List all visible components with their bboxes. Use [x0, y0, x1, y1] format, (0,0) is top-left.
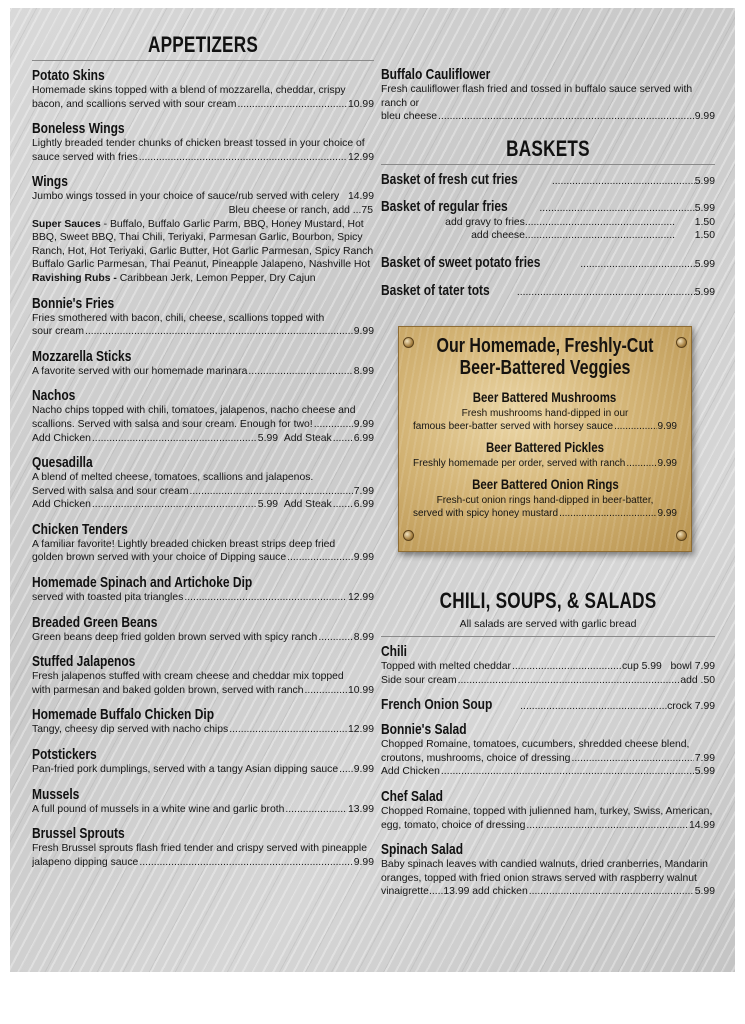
- menu-item-chicken-tenders: [32, 521, 374, 565]
- price-line: [32, 98, 374, 112]
- item-description: served with spicy honey mustard: [413, 508, 559, 519]
- item-name: Basket of tater tots: [381, 281, 490, 299]
- basket-tater-tots: [381, 282, 715, 300]
- addon-line: [381, 765, 715, 779]
- item-price: 9.99: [353, 418, 374, 430]
- menu-item-bonnies-salad: [381, 721, 715, 779]
- item-name: Buffalo Cauliflower: [381, 66, 491, 83]
- item-description: Fresh cauliflower flash fried and tossed in buffalo sauce served with ranch or: [381, 84, 693, 109]
- item-description: Chopped Romaine, topped with julienned ham, turkey, Swiss, American,: [381, 805, 713, 817]
- item-name: Potstickers: [32, 746, 97, 764]
- price-line: [32, 763, 374, 777]
- menu-item-chili: [381, 643, 715, 687]
- item-price: 8.99: [353, 631, 374, 643]
- item-name: Quesadilla: [32, 454, 93, 472]
- beer-battered-veggies-plaque: [398, 326, 692, 552]
- baskets-rule: [381, 164, 715, 165]
- item-description: with parmesan and baked golden brown, served with ranch: [32, 684, 304, 696]
- item-price: 14.99: [688, 819, 715, 831]
- item-description: Freshly homemade per order, served with ranch: [413, 458, 626, 469]
- appetizers-rule: [32, 60, 374, 61]
- price-line: [32, 631, 374, 645]
- price-line: [32, 485, 374, 499]
- addon-label: Add Steak: [283, 499, 332, 511]
- menu-item-buffalo-chicken-dip: [32, 706, 374, 737]
- item-description: Jumbo wings tossed in your choice of sauce/rub served with celery: [32, 191, 340, 203]
- menu-item-mussels: [32, 786, 374, 817]
- item-price: 5.99: [694, 286, 715, 298]
- item-name: Mozzarella Sticks: [32, 347, 132, 365]
- item-price: 9.99: [657, 458, 677, 469]
- price-line: [381, 752, 715, 766]
- item-name: Nachos: [32, 387, 76, 405]
- item-name: Bonnie's Salad: [381, 721, 467, 739]
- item-price: 9.99: [694, 111, 715, 123]
- item-price: crock 7.99: [667, 701, 715, 713]
- menu-item-beer-battered-mushrooms: [399, 389, 691, 433]
- screw-icon: [403, 530, 414, 541]
- addon-price: 5.99: [257, 499, 279, 511]
- item-name: Basket of sweet potato fries: [381, 253, 541, 271]
- item-description: Homemade skins topped with a blend of mozzarella, cheddar, crispy: [32, 85, 346, 96]
- addon-price: add .50: [680, 674, 715, 686]
- addon-price: 1.50: [694, 216, 715, 228]
- menu-item-green-beans: [32, 614, 374, 645]
- item-name: Wings: [32, 173, 68, 191]
- sauces-label: Super Sauces: [32, 218, 101, 230]
- item-price: 9.99: [353, 326, 374, 338]
- menu-item-chef-salad: [381, 788, 715, 832]
- item-description: vinaigrette.....13.99 add chicken: [381, 886, 528, 898]
- item-description: A favorite served with our homemade marinara: [32, 365, 248, 377]
- price-line: [32, 856, 374, 870]
- soups-rule: [381, 636, 715, 637]
- item-price: 5.99: [694, 258, 715, 270]
- item-name: Homemade Spinach and Artichoke Dip: [32, 574, 253, 592]
- addon-label: add gravy to fries .....: [445, 216, 675, 230]
- menu-item-spinach-salad: [381, 841, 715, 899]
- menu-item-boneless-wings: [32, 120, 374, 164]
- price-line: [399, 457, 691, 470]
- item-name: Breaded Green Beans: [32, 613, 158, 631]
- item-price: 10.99: [347, 684, 374, 696]
- menu-item-french-onion-soup: [381, 696, 715, 714]
- item-description: A familiar favorite! Lightly breaded chicken breast strips deep fried: [32, 538, 336, 550]
- item-name: Beer Battered Mushrooms: [473, 389, 617, 405]
- menu-item-beer-battered-pickles: [399, 439, 691, 470]
- item-description: Baby spinach leaves with candied walnuts, dried cranberries, Mandarin: [381, 859, 708, 871]
- menu-item-quesadilla: [32, 454, 374, 512]
- item-name: Beer Battered Onion Rings: [471, 476, 619, 492]
- item-price: 7.99: [694, 752, 715, 764]
- addon-price: 6.99: [353, 432, 374, 444]
- item-description: Lightly breaded tender chunks of chicken breast tossed in your choice of: [32, 138, 365, 150]
- item-description: famous beer-batter served with horsey sauce: [413, 421, 614, 432]
- price-line: [32, 151, 374, 165]
- item-name: Stuffed Jalapenos: [32, 653, 136, 671]
- item-description: egg, tomato, choice of dressing: [381, 819, 526, 831]
- addon-line: [381, 674, 715, 688]
- price-line: [32, 723, 374, 737]
- item-description: scallions. Served with salsa and sour cream. Enough for two!: [32, 418, 313, 430]
- addon-label: Add Chicken: [32, 432, 91, 444]
- item-price: 9.99: [353, 856, 374, 868]
- item-name: Chef Salad: [381, 787, 444, 805]
- item-price: 5.99: [694, 175, 715, 187]
- addon-gravy: [381, 216, 715, 230]
- item-name: Basket of regular fries: [381, 197, 508, 215]
- soups-subtitle: All salads are served with garlic bread: [459, 617, 637, 630]
- price-line: [381, 885, 715, 899]
- item-price: 5.99: [694, 202, 715, 214]
- item-price: 9.99: [657, 421, 677, 432]
- addon-price: 5.99: [257, 432, 279, 444]
- addon-line: [32, 432, 374, 446]
- addon-cheese: [381, 229, 715, 243]
- item-name: Homemade Buffalo Chicken Dip: [32, 706, 215, 724]
- item-price: 9.99: [657, 508, 677, 519]
- item-price: 7.99: [353, 485, 374, 497]
- price-line: [32, 551, 374, 565]
- item-price: 12.99: [347, 151, 374, 163]
- addon-label: add cheese .....: [471, 229, 675, 243]
- item-description: sauce served with fries: [32, 151, 138, 163]
- appetizers-title: APPETIZERS: [147, 32, 259, 57]
- menu-item-brussel-sprouts: [32, 825, 374, 869]
- item-description: Fresh Brussel sprouts flash fried tender and crispy served with pineapple: [32, 843, 367, 855]
- price-line: [32, 365, 374, 379]
- menu-item-stuffed-jalapenos: [32, 653, 374, 697]
- menu-item-buffalo-cauliflower: [381, 66, 715, 124]
- wings-sauces: [32, 218, 374, 272]
- menu-item-mozzarella-sticks: [32, 348, 374, 379]
- sauces-list: - Buffalo, Buffalo Garlic Parm, BBQ, Honey Mustard, Hot BBQ, Sweet BBQ, Thai Chili, Teriyaki, Parmesan Garlic, Bourbon, Spicy Ranch, Hot, Hot Teriyaki, Garlic Butter, Hot Garlic Parmesan, Spicy Ranch Buffalo Garlic Parmesan, Thai Peanut, Pineapple Jalapeno, Nashville Hot: [32, 218, 374, 271]
- item-description: Fresh-cut onion rings hand-dipped in beer-batter,: [436, 495, 654, 506]
- item-price: 9.99: [353, 552, 374, 564]
- item-name: Bonnie's Fries: [32, 294, 115, 312]
- item-description: oranges, topped with fried onion straws served with raspberry walnut: [381, 872, 697, 884]
- addon-label: Side sour cream: [381, 674, 457, 686]
- basket-sweet-potato-fries: [381, 254, 715, 272]
- item-price: 14.99: [347, 191, 374, 203]
- addon-label: Add Chicken: [381, 766, 440, 778]
- item-price: 9.99: [353, 764, 374, 776]
- item-price: 5.99: [694, 886, 715, 898]
- plaque-title-line1: Our Homemade, Freshly-Cut: [436, 335, 654, 357]
- price-line: [32, 684, 374, 698]
- rubs-label: Ravishing Rubs -: [32, 272, 117, 284]
- menu-item-wings: [32, 173, 374, 285]
- item-price: 8.99: [353, 365, 374, 377]
- basket-fresh-cut-fries: [381, 171, 715, 189]
- item-description: Pan-fried pork dumplings, served with a tangy Asian dipping sauce: [32, 764, 339, 776]
- item-name: Mussels: [32, 785, 80, 803]
- addon-label: Add Chicken: [32, 499, 91, 511]
- item-description: jalapeno dipping sauce: [32, 856, 139, 868]
- item-description: sour cream: [32, 326, 84, 338]
- addon-price: 5.99: [694, 766, 715, 778]
- price-line: [381, 110, 715, 124]
- item-price-cup: cup 5.99: [621, 660, 662, 672]
- screw-icon: [676, 337, 687, 348]
- menu-page: [10, 8, 735, 972]
- menu-item-nachos: [32, 387, 374, 445]
- item-description: Green beans deep fried golden brown served with spicy ranch: [32, 631, 318, 643]
- item-description: Fresh jalapenos stuffed with cream cheese and cheddar mix topped: [32, 671, 344, 683]
- menu-item-potato-skins: [32, 67, 374, 111]
- item-description: croutons, mushrooms, choice of dressing: [381, 752, 571, 764]
- addon-line: [32, 498, 374, 512]
- price-line: [381, 660, 715, 674]
- wings-rubs: [32, 272, 374, 286]
- price-line: [32, 190, 374, 204]
- item-price: 12.99: [347, 592, 374, 604]
- item-name: Brussel Sprouts: [32, 825, 125, 843]
- item-price: 10.99: [347, 98, 374, 110]
- item-description: Served with salsa and sour cream: [32, 485, 189, 497]
- item-description: golden brown served with your choice of Dipping sauce: [32, 552, 287, 564]
- item-name: Beer Battered Pickles: [485, 439, 605, 455]
- item-description: bleu cheese: [381, 111, 438, 123]
- price-line: [32, 418, 374, 432]
- item-price-bowl: bowl 7.99: [670, 660, 715, 672]
- item-price: 13.99: [347, 803, 374, 815]
- menu-item-beer-battered-onion-rings: [399, 476, 691, 520]
- item-description: bacon, and scallions served with sour cream: [32, 98, 237, 110]
- rubs-list: Caribbean Jerk, Lemon Pepper, Dry Cajun: [116, 272, 316, 284]
- basket-regular-fries: [381, 198, 715, 216]
- left-column: [32, 8, 374, 869]
- item-price: 12.99: [347, 724, 374, 736]
- price-line: [32, 325, 374, 339]
- item-name: Spinach Salad: [381, 841, 464, 859]
- item-name: French Onion Soup: [381, 696, 493, 714]
- item-name: Potato Skins: [32, 67, 105, 84]
- wings-addon: Bleu cheese or ranch, add ...75: [228, 204, 373, 216]
- item-description: A full pound of mussels in a white wine and garlic broth: [32, 803, 285, 815]
- menu-item-spinach-dip: [32, 574, 374, 605]
- item-description: Fresh mushrooms hand-dipped in our: [461, 408, 629, 419]
- item-description: Fries smothered with bacon, chili, cheese, scallions topped with: [32, 312, 325, 324]
- item-name: Boneless Wings: [32, 120, 125, 138]
- item-name: Basket of fresh cut fries: [381, 170, 518, 188]
- item-description: Nacho chips topped with chili, tomatoes, jalapenos, nacho cheese and: [32, 405, 356, 417]
- addon-label: Add Steak: [283, 432, 332, 444]
- item-name: Chili: [381, 642, 407, 660]
- item-description: Topped with melted cheddar: [381, 660, 511, 672]
- item-description: Tangy, cheesy dip served with nacho chips: [32, 724, 229, 736]
- price-line: [399, 507, 691, 520]
- screw-icon: [403, 337, 414, 348]
- menu-item-bonnies-fries: [32, 295, 374, 339]
- price-line: [399, 420, 691, 433]
- screw-icon: [676, 530, 687, 541]
- addon-price: 6.99: [353, 499, 374, 511]
- soups-title: CHILI, SOUPS, & SALADS: [439, 587, 657, 613]
- price-line: [32, 591, 374, 605]
- price-line: [32, 803, 374, 817]
- price-line: [381, 819, 715, 833]
- item-name: Chicken Tenders: [32, 520, 128, 538]
- item-description: A blend of melted cheese, tomatoes, scallions and jalapenos.: [32, 472, 314, 484]
- addon-price: 1.50: [694, 230, 715, 242]
- item-description: served with toasted pita triangles: [32, 592, 184, 604]
- baskets-title: BASKETS: [506, 135, 590, 161]
- menu-item-potstickers: [32, 746, 374, 777]
- plaque-title-line2: Beer-Battered Veggies: [459, 357, 631, 379]
- item-description: Chopped Romaine, tomatoes, cucumbers, shredded cheese blend,: [381, 739, 690, 751]
